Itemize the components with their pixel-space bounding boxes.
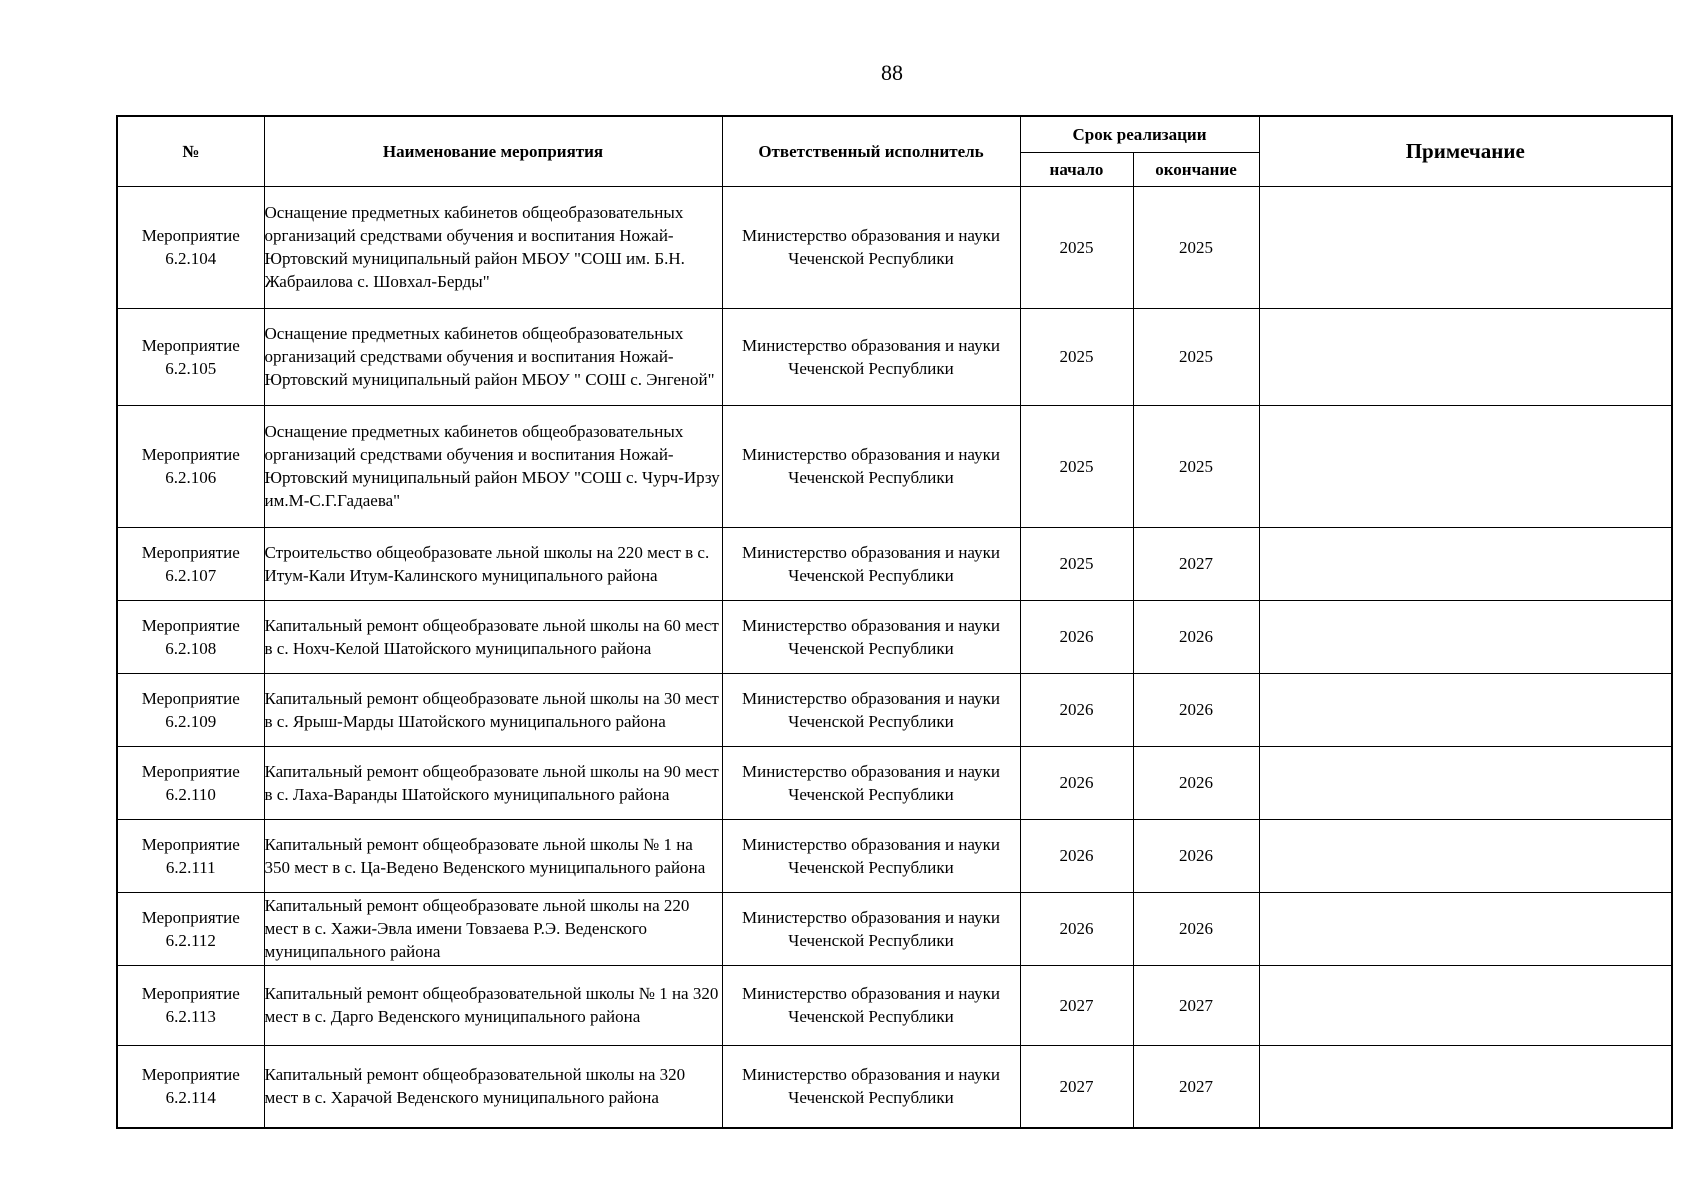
note-cell — [1259, 746, 1672, 819]
table-row — [117, 673, 1672, 746]
header-note: Примечание — [1259, 116, 1672, 186]
activities-table — [116, 115, 1673, 1129]
executor-cell — [722, 1045, 1020, 1128]
activity-name: Капитальный ремонт общеобразовате льной школы на 60 мест в с. Нохч-Келой Шатойского муниципального района — [264, 600, 722, 673]
executor-line-1: Министерство образования и науки — [742, 445, 1000, 464]
activity-name: Капитальный ремонт общеобразовате льной школы на 90 мест в с. Лаха-Варанды Шатойского муниципального района — [264, 746, 722, 819]
executor-line-2: Чеченской Республики — [788, 857, 954, 877]
start-year: 2026 — [1020, 673, 1133, 746]
table-row — [117, 308, 1672, 405]
executor-line-1: Министерство образования и науки — [742, 335, 1000, 355]
start-year: 2026 — [1020, 892, 1133, 965]
table-row — [117, 527, 1672, 600]
activity-label: Мероприятие — [141, 688, 240, 708]
activity-label: Мероприятие — [141, 834, 240, 854]
activity-name: Оснащение предметных кабинетов общеобразовательных организаций средствами обучения и воспитания Ножай-Юртовский муниципальный район МБОУ "СОШ им. Б.Н. Жабраилова с. Шовхал-Берды" — [264, 186, 722, 308]
executor-line-2: Чеченской Республики — [788, 930, 954, 950]
activity-number: 6.2.109 — [165, 711, 217, 731]
note-cell — [1259, 186, 1672, 308]
executor-cell — [722, 405, 1020, 527]
end-year: 2027 — [1133, 1045, 1259, 1128]
end-year: 2025 — [1133, 405, 1259, 527]
page-number: 88 — [881, 60, 903, 85]
executor-cell — [722, 600, 1020, 673]
executor-line-2: Чеченской Республики — [788, 711, 954, 731]
end-year: 2025 — [1133, 308, 1259, 405]
executor-cell — [722, 186, 1020, 308]
executor-line-1: Министерство образования и науки — [742, 834, 1000, 854]
executor-line-1: Министерство образования и науки — [742, 984, 1000, 1003]
activity-label: Мероприятие — [141, 1065, 240, 1085]
table-row — [117, 1045, 1672, 1128]
end-year: 2026 — [1133, 746, 1259, 819]
activity-number: 6.2.114 — [165, 1088, 216, 1108]
end-year: 2026 — [1133, 673, 1259, 746]
executor-line-1: Министерство образования и науки — [742, 226, 1000, 245]
table-row — [117, 405, 1672, 527]
table-row — [117, 746, 1672, 819]
end-year: 2026 — [1133, 819, 1259, 892]
start-year: 2025 — [1020, 527, 1133, 600]
activity-label: Мероприятие — [141, 761, 240, 781]
executor-line-2: Чеченской Республики — [788, 468, 954, 487]
start-year: 2026 — [1020, 600, 1133, 673]
end-year: 2026 — [1133, 892, 1259, 965]
executor-line-2: Чеченской Республики — [788, 249, 954, 268]
header-executor: Ответственный исполнитель — [722, 116, 1020, 186]
executor-line-2: Чеченской Республики — [788, 1007, 954, 1026]
executor-line-2: Чеченской Республики — [788, 638, 954, 658]
executor-line-2: Чеченской Республики — [788, 784, 954, 804]
note-cell — [1259, 1045, 1672, 1128]
start-year: 2027 — [1020, 965, 1133, 1045]
note-cell — [1259, 673, 1672, 746]
header-period: Срок реализации — [1020, 116, 1259, 152]
table-row — [117, 186, 1672, 308]
activity-number-cell — [117, 527, 264, 600]
activity-number: 6.2.108 — [165, 638, 217, 658]
activity-name: Капитальный ремонт общеобразовате льной школы на 30 мест в с. Ярыш-Марды Шатойского муниципального района — [264, 673, 722, 746]
activity-number-cell — [117, 673, 264, 746]
activity-name: Оснащение предметных кабинетов общеобразовательных организаций средствами обучения и воспитания Ножай-Юртовский муниципальный район МБОУ " СОШ с. Энгеной" — [264, 308, 722, 405]
activity-number-cell — [117, 600, 264, 673]
activity-name: Капитальный ремонт общеобразовате льной школы на 220 мест в с. Хажи-Эвла имени Товзаева Р.Э. Веденского муниципального района — [264, 892, 722, 965]
end-year: 2025 — [1133, 186, 1259, 308]
header-number: № — [117, 116, 264, 186]
start-year: 2025 — [1020, 308, 1133, 405]
activity-number: 6.2.110 — [165, 784, 216, 804]
activity-number-cell — [117, 405, 264, 527]
table-row — [117, 600, 1672, 673]
header-start: начало — [1020, 152, 1133, 186]
note-cell — [1259, 819, 1672, 892]
activity-name: Оснащение предметных кабинетов общеобразовательных организаций средствами обучения и воспитания Ножай-Юртовский муниципальный район МБОУ "СОШ с. Чурч-Ирзу им.М-С.Г.Гадаева" — [264, 405, 722, 527]
activity-name: Строительство общеобразовате льной школы на 220 мест в с. Итум-Кали Итум-Калинского муниципального района — [264, 527, 722, 600]
executor-line-1: Министерство образования и науки — [742, 615, 1000, 635]
note-cell — [1259, 527, 1672, 600]
executor-line-1: Министерство образования и науки — [742, 907, 1000, 927]
activity-label: Мероприятие — [141, 226, 240, 245]
activity-number: 6.2.107 — [165, 565, 217, 585]
activity-number: 6.2.106 — [165, 468, 217, 487]
start-year: 2026 — [1020, 746, 1133, 819]
executor-cell — [722, 819, 1020, 892]
executor-cell — [722, 746, 1020, 819]
header-end: окончание — [1133, 152, 1259, 186]
executor-line-1: Министерство образования и науки — [742, 761, 1000, 781]
activity-name: Капитальный ремонт общеобразовательной школы № 1 на 320 мест в с. Дарго Веденского муниципального района — [264, 965, 722, 1045]
start-year: 2027 — [1020, 1045, 1133, 1128]
executor-line-1: Министерство образования и науки — [742, 1065, 1000, 1085]
executor-cell — [722, 673, 1020, 746]
executor-line-1: Министерство образования и науки — [742, 542, 1000, 562]
note-cell — [1259, 600, 1672, 673]
start-year: 2025 — [1020, 186, 1133, 308]
activity-name: Капитальный ремонт общеобразовате льной школы № 1 на 350 мест в с. Ца-Ведено Веденского муниципального района — [264, 819, 722, 892]
activity-number-cell — [117, 746, 264, 819]
note-cell — [1259, 308, 1672, 405]
activity-number: 6.2.105 — [165, 358, 217, 378]
activity-label: Мероприятие — [141, 907, 240, 927]
activity-label: Мероприятие — [141, 445, 240, 464]
note-cell — [1259, 965, 1672, 1045]
start-year: 2026 — [1020, 819, 1133, 892]
activity-number-cell — [117, 965, 264, 1045]
executor-cell — [722, 965, 1020, 1045]
executor-line-2: Чеченской Республики — [788, 1088, 954, 1108]
note-cell — [1259, 892, 1672, 965]
activity-number-cell — [117, 892, 264, 965]
activity-number: 6.2.112 — [165, 930, 216, 950]
executor-cell — [722, 892, 1020, 965]
note-cell — [1259, 405, 1672, 527]
activity-number-cell — [117, 1045, 264, 1128]
table-row — [117, 965, 1672, 1045]
activity-number: 6.2.104 — [165, 249, 217, 268]
executor-line-2: Чеченской Республики — [788, 565, 954, 585]
activity-label: Мероприятие — [141, 335, 240, 355]
activity-number: 6.2.111 — [165, 857, 216, 877]
activity-number-cell — [117, 186, 264, 308]
activity-label: Мероприятие — [141, 984, 240, 1003]
activity-number-cell — [117, 819, 264, 892]
header-activity-name: Наименование мероприятия — [264, 116, 722, 186]
executor-cell — [722, 308, 1020, 405]
end-year: 2027 — [1133, 965, 1259, 1045]
end-year: 2027 — [1133, 527, 1259, 600]
activity-label: Мероприятие — [141, 615, 240, 635]
executor-cell — [722, 527, 1020, 600]
executor-line-1: Министерство образования и науки — [742, 688, 1000, 708]
activity-label: Мероприятие — [141, 542, 240, 562]
executor-line-2: Чеченской Республики — [788, 358, 954, 378]
table-row — [117, 819, 1672, 892]
end-year: 2026 — [1133, 600, 1259, 673]
activity-number-cell — [117, 308, 264, 405]
activity-name: Капитальный ремонт общеобразовательной школы на 320 мест в с. Харачой Веденского муниципального района — [264, 1045, 722, 1128]
start-year: 2025 — [1020, 405, 1133, 527]
table-row — [117, 892, 1672, 965]
activity-number: 6.2.113 — [165, 1007, 216, 1026]
